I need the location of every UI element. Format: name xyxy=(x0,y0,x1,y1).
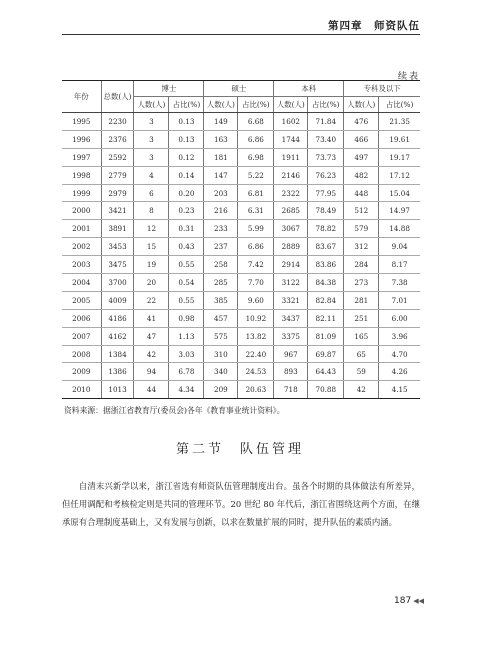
table-cell: 64.43 xyxy=(308,363,344,381)
table-cell: 4162 xyxy=(101,327,134,345)
table-cell: 42 xyxy=(344,381,379,399)
table-cell: 59 xyxy=(344,363,379,381)
table-cell: 4.26 xyxy=(379,363,420,381)
table-cell: 0.20 xyxy=(169,184,204,202)
table-cell: 2006 xyxy=(62,309,101,327)
table-body xyxy=(62,113,420,399)
table-cell: 2007 xyxy=(62,327,101,345)
table-cell: 8 xyxy=(134,202,169,220)
table-cell: 2592 xyxy=(101,148,134,166)
table-cell: 6.86 xyxy=(238,130,274,148)
table-cell: 9.60 xyxy=(238,291,274,309)
table-cell: 1996 xyxy=(62,130,101,148)
table-cell: 3437 xyxy=(274,309,308,327)
table-cell: 4.15 xyxy=(379,381,420,399)
table-cell: 6.00 xyxy=(379,309,420,327)
teacher-qualification-table xyxy=(62,80,420,399)
table-cell: 482 xyxy=(344,166,379,184)
table-cell: 77.95 xyxy=(308,184,344,202)
table-cell: 24.53 xyxy=(238,363,274,381)
table-cell: 457 xyxy=(204,309,238,327)
table-cell: 3122 xyxy=(274,274,308,292)
table-cell: 4 xyxy=(134,166,169,184)
table-cell: 310 xyxy=(204,345,238,363)
table-cell: 2979 xyxy=(101,184,134,202)
table-cell: 237 xyxy=(204,238,238,256)
table-row xyxy=(62,327,420,345)
table-cell: 3453 xyxy=(101,238,134,256)
table-cell: 216 xyxy=(204,202,238,220)
table-row xyxy=(62,256,420,274)
table-cell: 2009 xyxy=(62,363,101,381)
sub-pct: 占比(%) xyxy=(379,97,420,113)
table-cell: 3.96 xyxy=(379,327,420,345)
table-cell: 44 xyxy=(134,381,169,399)
table-cell: 84.38 xyxy=(308,274,344,292)
table-cell: 3.03 xyxy=(169,345,204,363)
table-cell: 3321 xyxy=(274,291,308,309)
table-cell: 6.81 xyxy=(238,184,274,202)
table-cell: 22 xyxy=(134,291,169,309)
table-cell: 21.35 xyxy=(379,113,420,131)
table-row xyxy=(62,148,420,166)
page-arrow-icon: ◀◀ xyxy=(413,597,424,605)
table-cell: 9.04 xyxy=(379,238,420,256)
table-cell: 1744 xyxy=(274,130,308,148)
table-cell: 65 xyxy=(344,345,379,363)
continued-label: 续表 xyxy=(397,72,420,82)
table-cell: 2376 xyxy=(101,130,134,148)
table-cell: 2889 xyxy=(274,238,308,256)
table-cell: 2004 xyxy=(62,274,101,292)
table-cell: 17.12 xyxy=(379,166,420,184)
table-cell: 0.43 xyxy=(169,238,204,256)
table-cell: 281 xyxy=(344,291,379,309)
table-cell: 94 xyxy=(134,363,169,381)
sub-pct: 占比(%) xyxy=(308,97,344,113)
table-cell: 147 xyxy=(204,166,238,184)
table-cell: 78.49 xyxy=(308,202,344,220)
table-cell: 3891 xyxy=(101,220,134,238)
table-cell: 1013 xyxy=(101,381,134,399)
table-cell: 1995 xyxy=(62,113,101,131)
table-cell: 3700 xyxy=(101,274,134,292)
chapter-heading: 第四章 师资队伍 xyxy=(328,20,420,32)
table-cell: 2685 xyxy=(274,202,308,220)
table-cell: 1384 xyxy=(101,345,134,363)
group-doctor: 博士 xyxy=(134,81,204,97)
table-cell: 6.68 xyxy=(238,113,274,131)
table-cell: 3 xyxy=(134,113,169,131)
table-cell: 476 xyxy=(344,113,379,131)
table-cell: 2001 xyxy=(62,220,101,238)
table-cell: 19.17 xyxy=(379,148,420,166)
table-cell: 181 xyxy=(204,148,238,166)
table-cell: 165 xyxy=(344,327,379,345)
table-cell: 2002 xyxy=(62,238,101,256)
table-cell: 15 xyxy=(134,238,169,256)
table-cell: 0.12 xyxy=(169,148,204,166)
table-cell: 10.92 xyxy=(238,309,274,327)
table-cell: 2914 xyxy=(274,256,308,274)
table-cell: 273 xyxy=(344,274,379,292)
table-row xyxy=(62,166,420,184)
sub-count: 人数(人) xyxy=(204,97,238,113)
table-cell: 1911 xyxy=(274,148,308,166)
table-cell: 83.86 xyxy=(308,256,344,274)
table-cell: 20.63 xyxy=(238,381,274,399)
table-cell: 0.13 xyxy=(169,130,204,148)
table-cell: 13.82 xyxy=(238,327,274,345)
table-cell: 893 xyxy=(274,363,308,381)
table-cell: 718 xyxy=(274,381,308,399)
table-row xyxy=(62,113,420,131)
table-cell: 0.13 xyxy=(169,113,204,131)
table-cell: 2779 xyxy=(101,166,134,184)
sub-count: 人数(人) xyxy=(274,97,308,113)
table-row xyxy=(62,309,420,327)
table-cell: 0.55 xyxy=(169,256,204,274)
header-rule xyxy=(62,34,420,35)
table-cell: 73.73 xyxy=(308,148,344,166)
table-cell: 1998 xyxy=(62,166,101,184)
table-cell: 2008 xyxy=(62,345,101,363)
table-row xyxy=(62,220,420,238)
page-number-value: 187 xyxy=(394,596,412,606)
sub-pct: 占比(%) xyxy=(238,97,274,113)
table-cell: 3421 xyxy=(101,202,134,220)
table-cell: 41 xyxy=(134,309,169,327)
table-cell: 15.04 xyxy=(379,184,420,202)
table-cell: 3 xyxy=(134,148,169,166)
table-cell: 82.11 xyxy=(308,309,344,327)
table-cell: 19 xyxy=(134,256,169,274)
table-cell: 5.99 xyxy=(238,220,274,238)
table-cell: 1997 xyxy=(62,148,101,166)
table-cell: 6.98 xyxy=(238,148,274,166)
table-row xyxy=(62,238,420,256)
table-row xyxy=(62,184,420,202)
table-row xyxy=(62,363,420,381)
table-cell: 2000 xyxy=(62,202,101,220)
table-cell: 575 xyxy=(204,327,238,345)
sub-count: 人数(人) xyxy=(134,97,169,113)
table-cell: 20 xyxy=(134,274,169,292)
col-total: 总数(人) xyxy=(101,81,134,113)
table-cell: 7.38 xyxy=(379,274,420,292)
table-cell: 22.40 xyxy=(238,345,274,363)
sub-pct: 占比(%) xyxy=(169,97,204,113)
table-cell: 497 xyxy=(344,148,379,166)
table-cell: 579 xyxy=(344,220,379,238)
group-bachelor: 本科 xyxy=(274,81,344,97)
table-cell: 69.87 xyxy=(308,345,344,363)
table-row xyxy=(62,291,420,309)
table-cell: 149 xyxy=(204,113,238,131)
table-cell: 0.54 xyxy=(169,274,204,292)
table-cell: 1999 xyxy=(62,184,101,202)
table-cell: 2010 xyxy=(62,381,101,399)
table-cell: 312 xyxy=(344,238,379,256)
table-cell: 0.98 xyxy=(169,309,204,327)
table-row xyxy=(62,381,420,399)
table-cell: 3375 xyxy=(274,327,308,345)
table-cell: 73.40 xyxy=(308,130,344,148)
table-cell: 285 xyxy=(204,274,238,292)
table-cell: 385 xyxy=(204,291,238,309)
table-cell: 19.61 xyxy=(379,130,420,148)
table-cell: 6.86 xyxy=(238,238,274,256)
table-cell: 3067 xyxy=(274,220,308,238)
page-number xyxy=(394,596,424,606)
table-cell: 512 xyxy=(344,202,379,220)
table-cell: 0.14 xyxy=(169,166,204,184)
table-cell: 251 xyxy=(344,309,379,327)
table-cell: 1386 xyxy=(101,363,134,381)
table-cell: 203 xyxy=(204,184,238,202)
group-master: 硕士 xyxy=(204,81,274,97)
sub-count: 人数(人) xyxy=(344,97,379,113)
body-paragraph: 自清末兴新学以来，浙江省选有师资队伍管理制度出台。虽各个时期的具体做法有所差异，但任用调配和考核检定则是共同的管理环节。20 世纪 80 年代后，浙江省围绕这两个方面，在继承原有合理制度基础上，又有发展与创新，以求在数量扩展的同时，提升队伍的素质内涵。 xyxy=(62,481,420,527)
table-cell: 12 xyxy=(134,220,169,238)
table-cell: 3 xyxy=(134,130,169,148)
table-cell: 2146 xyxy=(274,166,308,184)
table-row xyxy=(62,345,420,363)
table-cell: 6.31 xyxy=(238,202,274,220)
table-cell: 967 xyxy=(274,345,308,363)
table-cell: 42 xyxy=(134,345,169,363)
table-cell: 0.55 xyxy=(169,291,204,309)
table-cell: 258 xyxy=(204,256,238,274)
table-cell: 448 xyxy=(344,184,379,202)
table-cell: 3475 xyxy=(101,256,134,274)
table-cell: 71.84 xyxy=(308,113,344,131)
table-cell: 83.67 xyxy=(308,238,344,256)
table-cell: 1602 xyxy=(274,113,308,131)
group-junior-college: 专科及以下 xyxy=(344,81,420,97)
table-cell: 47 xyxy=(134,327,169,345)
table-cell: 2005 xyxy=(62,291,101,309)
table-row xyxy=(62,274,420,292)
table-cell: 4186 xyxy=(101,309,134,327)
table-cell: 82.84 xyxy=(308,291,344,309)
table-cell: 466 xyxy=(344,130,379,148)
table-cell: 2322 xyxy=(274,184,308,202)
table-cell: 2003 xyxy=(62,256,101,274)
table-cell: 163 xyxy=(204,130,238,148)
table-cell: 284 xyxy=(344,256,379,274)
table-cell: 8.17 xyxy=(379,256,420,274)
table-cell: 70.88 xyxy=(308,381,344,399)
table-cell: 209 xyxy=(204,381,238,399)
table-cell: 5.22 xyxy=(238,166,274,184)
table-cell: 14.88 xyxy=(379,220,420,238)
table-cell: 4009 xyxy=(101,291,134,309)
table-cell: 1.13 xyxy=(169,327,204,345)
table-cell: 233 xyxy=(204,220,238,238)
table-source-note: 资料来源：据浙江省教育厅(委员会)各年《教育事业统计资料》。 xyxy=(64,406,285,415)
table-cell: 7.70 xyxy=(238,274,274,292)
table-cell: 4.70 xyxy=(379,345,420,363)
table-cell: 14.97 xyxy=(379,202,420,220)
table-row xyxy=(62,202,420,220)
table-cell: 76.23 xyxy=(308,166,344,184)
table-cell: 81.09 xyxy=(308,327,344,345)
table-cell: 340 xyxy=(204,363,238,381)
table-cell: 0.23 xyxy=(169,202,204,220)
table-cell: 6.78 xyxy=(169,363,204,381)
table-cell: 7.01 xyxy=(379,291,420,309)
table-cell: 0.31 xyxy=(169,220,204,238)
table-cell: 6 xyxy=(134,184,169,202)
col-year: 年份 xyxy=(62,81,101,113)
table-cell: 4.34 xyxy=(169,381,204,399)
section-title: 第二节 队伍管理 xyxy=(175,442,304,457)
table-cell: 78.82 xyxy=(308,220,344,238)
table-cell: 2230 xyxy=(101,113,134,131)
table-cell: 7.42 xyxy=(238,256,274,274)
table-row xyxy=(62,130,420,148)
